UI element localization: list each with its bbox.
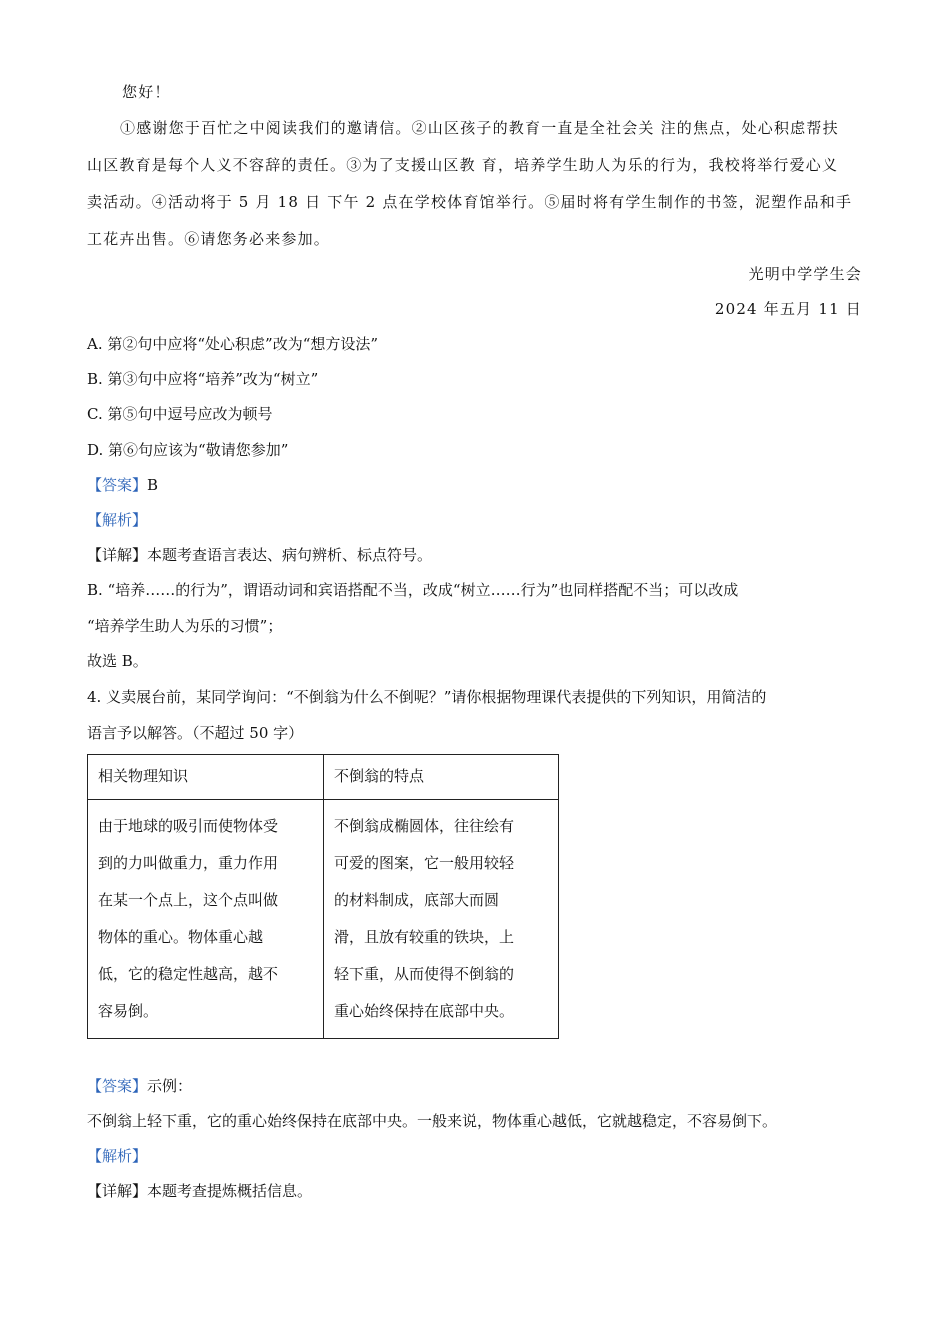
letter-date: 2024 年五月 11 日 bbox=[714, 300, 862, 318]
answer-tag: 【答案】 bbox=[87, 476, 148, 494]
q4-detail: 【详解】本题考查提炼概括信息。 bbox=[87, 1182, 313, 1200]
q4-question-line-2: 语言予以解答。（不超过 50 字） bbox=[87, 724, 304, 742]
option-b: B. 第③句中应将“培养”改为“树立” bbox=[87, 370, 319, 388]
q4-answer-row bbox=[87, 1076, 192, 1096]
analysis-tag: 【解析】 bbox=[87, 1147, 148, 1165]
option-c: C. 第⑤句中逗号应改为顿号 bbox=[87, 405, 273, 423]
q4-question-line-1: 4. 义卖展台前，某同学询问：“不倒翁为什么不倒呢？”请你根据物理课代表提供的下列知识，用简洁的 bbox=[87, 688, 767, 706]
letter-signature: 光明中学学生会 bbox=[748, 265, 862, 283]
q3-detail: 【详解】本题考查语言表达、病句辨析、标点符号。 bbox=[87, 546, 433, 564]
table-cell bbox=[88, 800, 324, 1039]
q3-answer-row bbox=[87, 475, 158, 495]
table-row bbox=[88, 800, 559, 1039]
table-header-row bbox=[88, 755, 559, 800]
analysis-tag: 【解析】 bbox=[87, 511, 148, 529]
letter-greeting: 您好！ bbox=[122, 83, 171, 101]
answer-prefix: 示例： bbox=[147, 1077, 193, 1095]
letter-line-2: 山区教育是每个人义不容辞的责任。③为了支援山区教 育，培养学生助人为乐的行为，我校将举行爱心义 bbox=[87, 156, 839, 174]
q3-conclusion: 故选 B。 bbox=[87, 652, 148, 670]
answer-value: B bbox=[147, 476, 159, 494]
table-header-cell: 不倒翁的特点 bbox=[324, 755, 559, 800]
answer-tag: 【答案】 bbox=[87, 1077, 148, 1095]
knowledge-table bbox=[87, 754, 559, 1039]
q3-explanation-2: “培养学生助人为乐的习惯”； bbox=[87, 617, 283, 635]
letter-line-3: 卖活动。④活动将于 5 月 18 日 下午 2 点在学校体育馆举行。⑤届时将有学生制作的书签，泥塑作品和手 bbox=[87, 193, 853, 211]
tumbler-features-text: 不倒翁成椭圆体，往往绘有 可爱的图案，它一般用较轻 的材料制成，底部大而圆 滑，且放有较重的铁块，上 轻下重，从而使得不倒翁的 重心始终保持在底部中央。 bbox=[334, 817, 515, 1020]
option-a: A. 第②句中应将“处心积虑”改为“想方设法” bbox=[87, 335, 379, 353]
table-cell bbox=[324, 800, 559, 1039]
option-d: D. 第⑥句应该为“敬请您参加” bbox=[87, 441, 289, 459]
physics-knowledge-text: 由于地球的吸引而使物体受 到的力叫做重力，重力作用 在某一个点上，这个点叫做 物体的重心。物体重心越 低，它的稳定性越高，越不 容易倒。 bbox=[98, 817, 279, 1020]
table-header-cell: 相关物理知识 bbox=[88, 755, 324, 800]
letter-line-4: 工花卉出售。⑥请您务必来参加。 bbox=[87, 230, 331, 248]
letter-line-1: ①感谢您于百忙之中阅读我们的邀请信。②山区孩子的教育一直是全社会关 注的焦点，处心积虑帮扶 bbox=[120, 119, 839, 137]
q3-explanation-1: B. “培养……的行为”，谓语动词和宾语搭配不当，改成“树立……行为”也同样搭配不当；可以改成 bbox=[87, 581, 739, 599]
q4-answer-text: 不倒翁上轻下重，它的重心始终保持在底部中央。一般来说，物体重心越低，它就越稳定，不容易倒下。 bbox=[87, 1112, 778, 1130]
